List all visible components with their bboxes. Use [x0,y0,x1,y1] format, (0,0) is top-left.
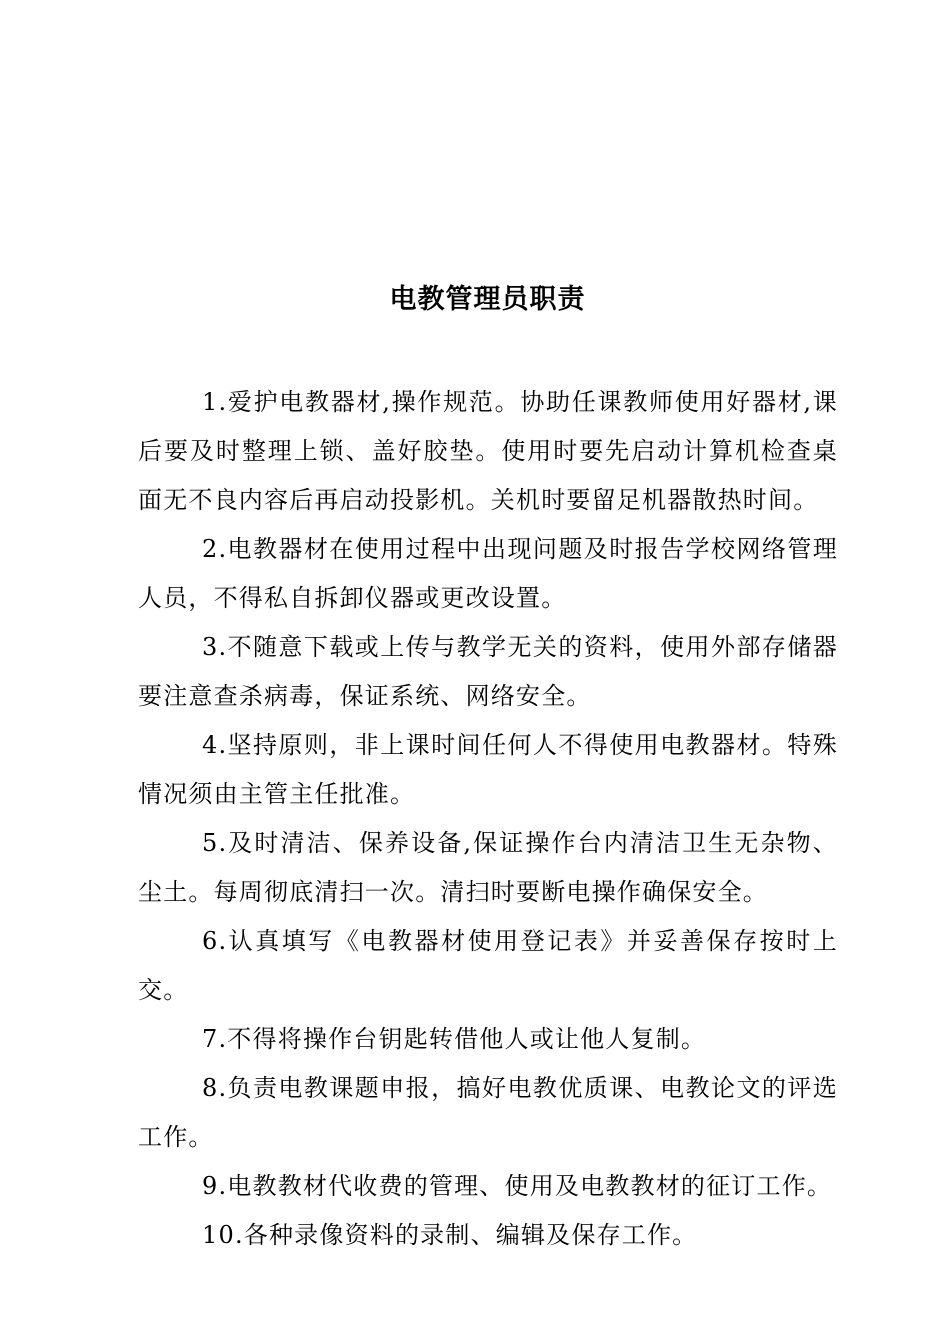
duty-list [138,378,838,1260]
duty-item-5: 5.及时清洁、保养设备,保证操作台内清洁卫生无杂物、尘土。每周彻底清扫一次。清扫时要断电操作确保安全。 [138,829,838,906]
duty-item-7: 7.不得将操作台钥匙转借他人或让他人复制。 [202,1025,707,1053]
duty-item-1: 1.爱护电教器材,操作规范。协助任课教师使用好器材,课后要及时整理上锁、盖好胶垫。使用时要先启动计算机检查桌面无不良内容后再启动投影机。关机时要留足机器散热时间。 [138,388,838,514]
duty-item-3: 3.不随意下载或上传与教学无关的资料，使用外部存储器要注意查杀病毒，保证系统、网络安全。 [138,633,838,710]
duty-item-2: 2.电教器材在使用过程中出现问题及时报告学校网络管理人员，不得私自拆卸仪器或更改设置。 [138,535,838,612]
duty-item-8: 8.负责电教课题申报，搞好电教优质课、电教论文的评选工作。 [138,1074,838,1151]
page-title: 电教管理员职责 [389,284,586,315]
duty-item-6: 6.认真填写《电教器材使用登记表》并妥善保存按时上交。 [138,927,838,1004]
duty-item-4: 4.坚持原则，非上课时间任何人不得使用电教器材。特殊情况须由主管主任批准。 [138,731,838,808]
duty-item-9: 9.电教教材代收费的管理、使用及电教教材的征订工作。 [202,1172,833,1200]
duty-item-10: 10.各种录像资料的录制、编辑及保存工作。 [202,1221,698,1249]
